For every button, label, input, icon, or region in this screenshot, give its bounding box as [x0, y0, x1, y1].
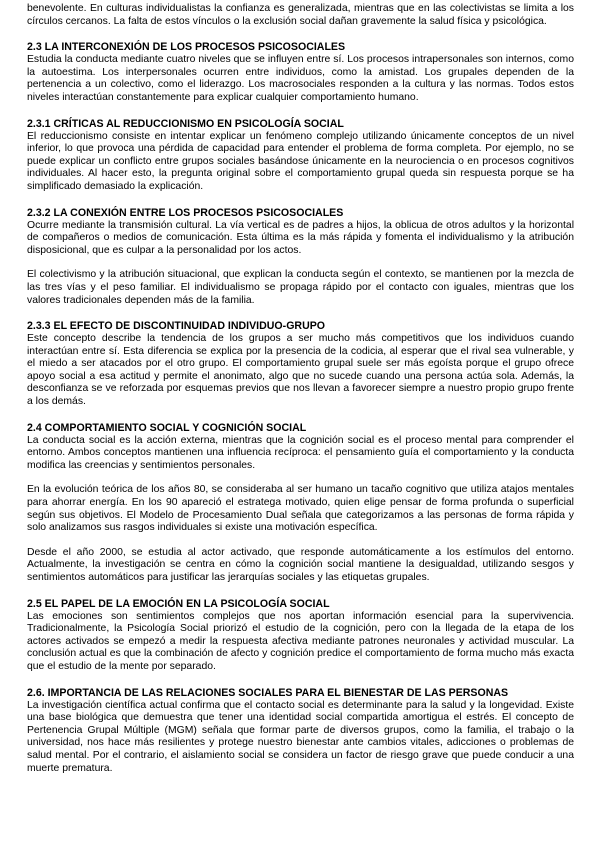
- section-2-3-1-paragraph: El reduccionismo consiste en intentar explicar un fenómeno complejo utilizando únicamente conceptos de un nivel inferior, lo que provoca una pérdida de capacidad para entender el problema de forma completa. Por ejemplo, no se puede explicar un conflicto entre grupos sociales basándose únicamente en la neurociencia o en procesos cognitivos individuales. Al hacer esto, la pregunta original sobre el comportamiento grupal queda sin respuesta porque se ha simplificado demasiado la explicación.: [27, 130, 574, 192]
- section-2-3-2-paragraph-2: El colectivismo y la atribución situacional, que explican la conducta según el contexto, se mantienen por la mezcla de las tres vías y el peso familiar. El individualismo se propaga rápido por el contacto con iguales, mientras que los valores tradicionales dependen más de la familia.: [27, 269, 574, 306]
- section-heading-2-3: 2.3 LA INTERCONEXIÓN DE LOS PROCESOS PSICOSOCIALES: [27, 41, 346, 54]
- section-heading-2-3-2: 2.3.2 LA CONEXIÓN ENTRE LOS PROCESOS PSICOSOCIALES: [27, 206, 344, 219]
- section-2-4-paragraph-3: Desde el año 2000, se estudia al actor activado, que responde automáticamente a los estímulos del entorno. Actualmente, la investigación se centra en cómo la cognición social mantiene la desigualdad, utilizando sesgos y sentimientos automáticos para justificar las jerarquías sociales y las etiquetas grupales.: [27, 546, 574, 583]
- section-heading-2-5: 2.5 EL PAPEL DE LA EMOCIÓN EN LA PSICOLOGÍA SOCIAL: [27, 597, 330, 610]
- section-2-3-3-paragraph: Este concepto describe la tendencia de los grupos a ser mucho más competitivos que los individuos cuando interactúan entre sí. Esta diferencia se explica por la presencia de la codicia, al esperar que el rival sea vulnerable, y el miedo a ser atacados por el otro grupo. El comportamiento grupal suele ser más egoísta porque el grupo ofrece apoyo social a esa actitud y permite el anonimato, algo que no sucede cuando una persona actúa sola. Además, la desconfianza se ve reforzada por esquemas previos que nos llevan a favorecer siempre a nuestro propio grupo frente a los demás.: [27, 333, 574, 408]
- section-2-3-2-paragraph-1: Ocurre mediante la transmisión cultural. La vía vertical es de padres a hijos, la oblicua de otros adultos y la horizontal de compañeros o medios de comunicación. Esta última es la más rápida y fomenta el individualismo y la atribución disposicional, que es culpar a la personalidad por los actos.: [27, 219, 574, 256]
- section-2-5-paragraph: Las emociones son sentimientos complejos que nos aportan información esencial para la supervivencia. Tradicionalmente, la Psicología Social priorizó el estudio de la cognición, pero con la llegada de la etapa de los actores activados se empezó a medir la respuesta afectiva mediante patrones neuronales y actividad muscular. La conclusión actual es que la combinación de afecto y cognición predice el comportamiento de forma mucho más exacta que el estudio de la mente por separado.: [27, 610, 574, 672]
- section-heading-2-4: 2.4 COMPORTAMIENTO SOCIAL Y COGNICIÓN SOCIAL: [27, 421, 307, 434]
- intro-paragraph: benevolente. En culturas individualistas la confianza es generalizada, mientras que en las colectivistas se limita a los círculos cercanos. La falta de estos vínculos o la exclusión social dañan gravemente la salud física y psicológica.: [27, 3, 574, 27]
- section-heading-2-6: 2.6. IMPORTANCIA DE LAS RELACIONES SOCIALES PARA EL BIENESTAR DE LAS PERSONAS: [27, 686, 509, 699]
- section-heading-2-3-3: 2.3.3 EL EFECTO DE DISCONTINUIDAD INDIVIDUO-GRUPO: [27, 320, 326, 333]
- section-2-4-paragraph-1: La conducta social es la acción externa, mientras que la cognición social es el proceso mental para comprender el entorno. Ambos conceptos mantienen una influencia recíproca: el pensamiento guía el comportamiento y la conducta modifica las creencias y sentimientos personales.: [27, 434, 574, 471]
- section-heading-2-3-1: 2.3.1 CRÍTICAS AL REDUCCIONISMO EN PSICOLOGÍA SOCIAL: [27, 117, 344, 130]
- section-2-6-paragraph: La investigación científica actual confirma que el contacto social es determinante para la salud y la longevidad. Existe una base biológica que demuestra que tener una identidad social compartida amortigua el estrés. El concepto de Pertenencia Grupal Múltiple (MGM) señala que formar parte de diversos grupos, como la familia, el trabajo o la universidad, nos hace más resilientes y protege nuestro bienestar ante cambios vitales, adicciones o problemas de salud mental. Por el contrario, el aislamiento social se considera un factor de riesgo grave que puede conducir a una muerte prematura.: [27, 699, 574, 774]
- section-2-3-paragraph: Estudia la conducta mediante cuatro niveles que se influyen entre sí. Los procesos intrapersonales son internos, como la autoestima. Los interpersonales ocurren entre individuos, como la amistad. Los grupales dependen de la pertenencia a un colectivo, como el liderazgo. Los macrosociales responden a la cultura y las normas. Todos estos niveles interactúan constantemente para explicar cualquier comportamiento humano.: [27, 54, 574, 103]
- section-2-4-paragraph-2: En la evolución teórica de los años 80, se consideraba al ser humano un tacaño cognitivo que utiliza atajos mentales para ahorrar energía. En los 90 apareció el estratega motivado, quien elige pensar de forma profunda o superficial según sus objetivos. El Modelo de Procesamiento Dual señala que categorizamos a las personas de forma rápida y solo analizamos sus rasgos individuales si existe una motivación específica.: [27, 484, 574, 534]
